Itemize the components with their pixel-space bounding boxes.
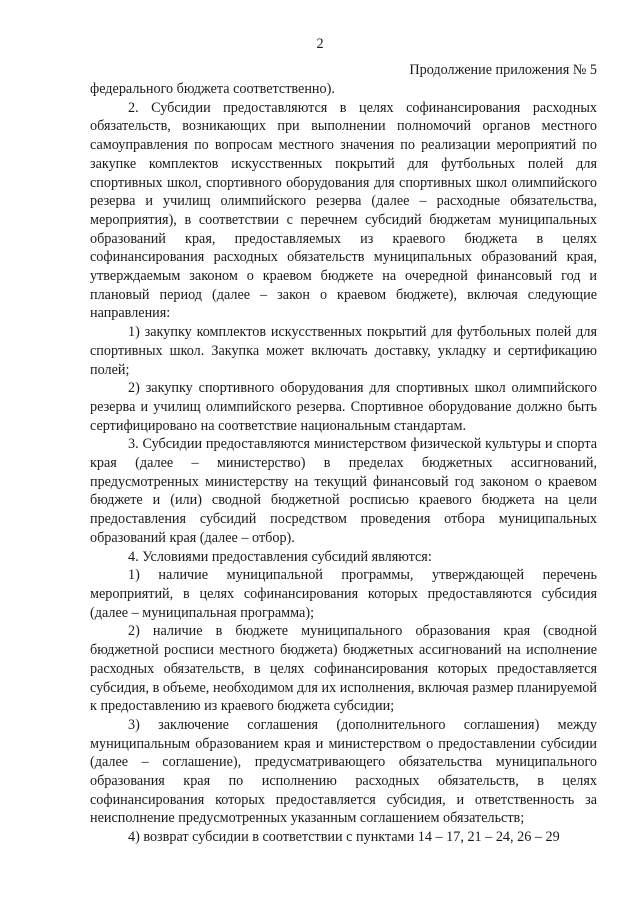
paragraph-direction-1: 1) закупку комплектов искусственных покрытий для футбольных полей для спортивных школ. Закупка может включать доставку, укладку и сертификацию полей; — [90, 324, 597, 378]
paragraph-clause-4: 4. Условиями предоставления субсидий являются: — [128, 548, 432, 565]
appendix-continuation-note: Продолжение приложения № 5 — [409, 62, 597, 78]
paragraph-continued: федерального бюджета соответственно). — [90, 81, 335, 97]
paragraph-condition-3: 3) заключение соглашения (дополнительного соглашения) между муниципальным образованием края и министерством о предоставлении субсидии (далее – соглашение), предусматривающего обязательства муниципального образования края по исполнению расходных обязательств, в целях софинансирования которых предоставляется субсидия, и ответственность за неисполнение предусмотренных указанным соглашением обязательств; — [90, 716, 597, 827]
paragraph-condition-4: 4) возврат субсидии в соответствии с пунктами 14 – 17, 21 – 24, 26 – 29 — [128, 829, 560, 846]
paragraph-clause-2: 2. Субсидии предоставляются в целях софинансирования расходных обязательств, возникающих при выполнении полномочий органов местного самоуправления по вопросам местного значения по реализации мероприятий по закупке комплектов искусственных покрытий для футбольных полей для спортивных школ, спортивного оборудования для спортивных школ олимпийского резерва и училищ олимпийского резерва (далее – расходные обязательства, мероприятия), в соответствии с перечнем субсидий бюджетам муниципальных образований края, предоставляемых из краевого бюджета в целях софинансирования расходных обязательств муниципальных образований края, утверждаемым законом о краевом бюджете на очередной финансовый год и плановый период (далее – закон о краевом бюджете), включая следующие направления: — [90, 99, 597, 322]
paragraph-condition-2: 2) наличие в бюджете муниципального образования края (сводной бюджетной росписи местного бюджета) бюджетных ассигнований на исполнение расходных обязательств, в целях софинансирования которых предоставляется субсидия, в объеме, необходимом для их исполнения, включая размер планируемой к предоставлению из краевого бюджета субсидии; — [90, 623, 597, 715]
paragraph-direction-2: 2) закупку спортивного оборудования для спортивных школ олимпийского резерва и училищ олимпийского резерва. Спортивное оборудование должно быть сертифицировано на соответствие национальным стандартам. — [90, 380, 597, 434]
paragraph-clause-3: 3. Субсидии предоставляются министерством физической культуры и спорта края (далее – министерство) в пределах бюджетных ассигнований, предусмотренных министерству на текущий финансовый год законом о краевом бюджете и (или) сводной бюджетной росписью краевого бюджета на цели предоставления субсидий посредством проведения отбора муниципальных образований края (далее – отбор). — [90, 436, 597, 546]
document-body — [90, 80, 597, 847]
paragraph-condition-1: 1) наличие муниципальной программы, утверждающей перечень мероприятий, в целях софинансирования которых предоставляются субсидия (далее – муниципальная программа); — [90, 567, 597, 621]
page-number: 2 — [316, 36, 324, 52]
